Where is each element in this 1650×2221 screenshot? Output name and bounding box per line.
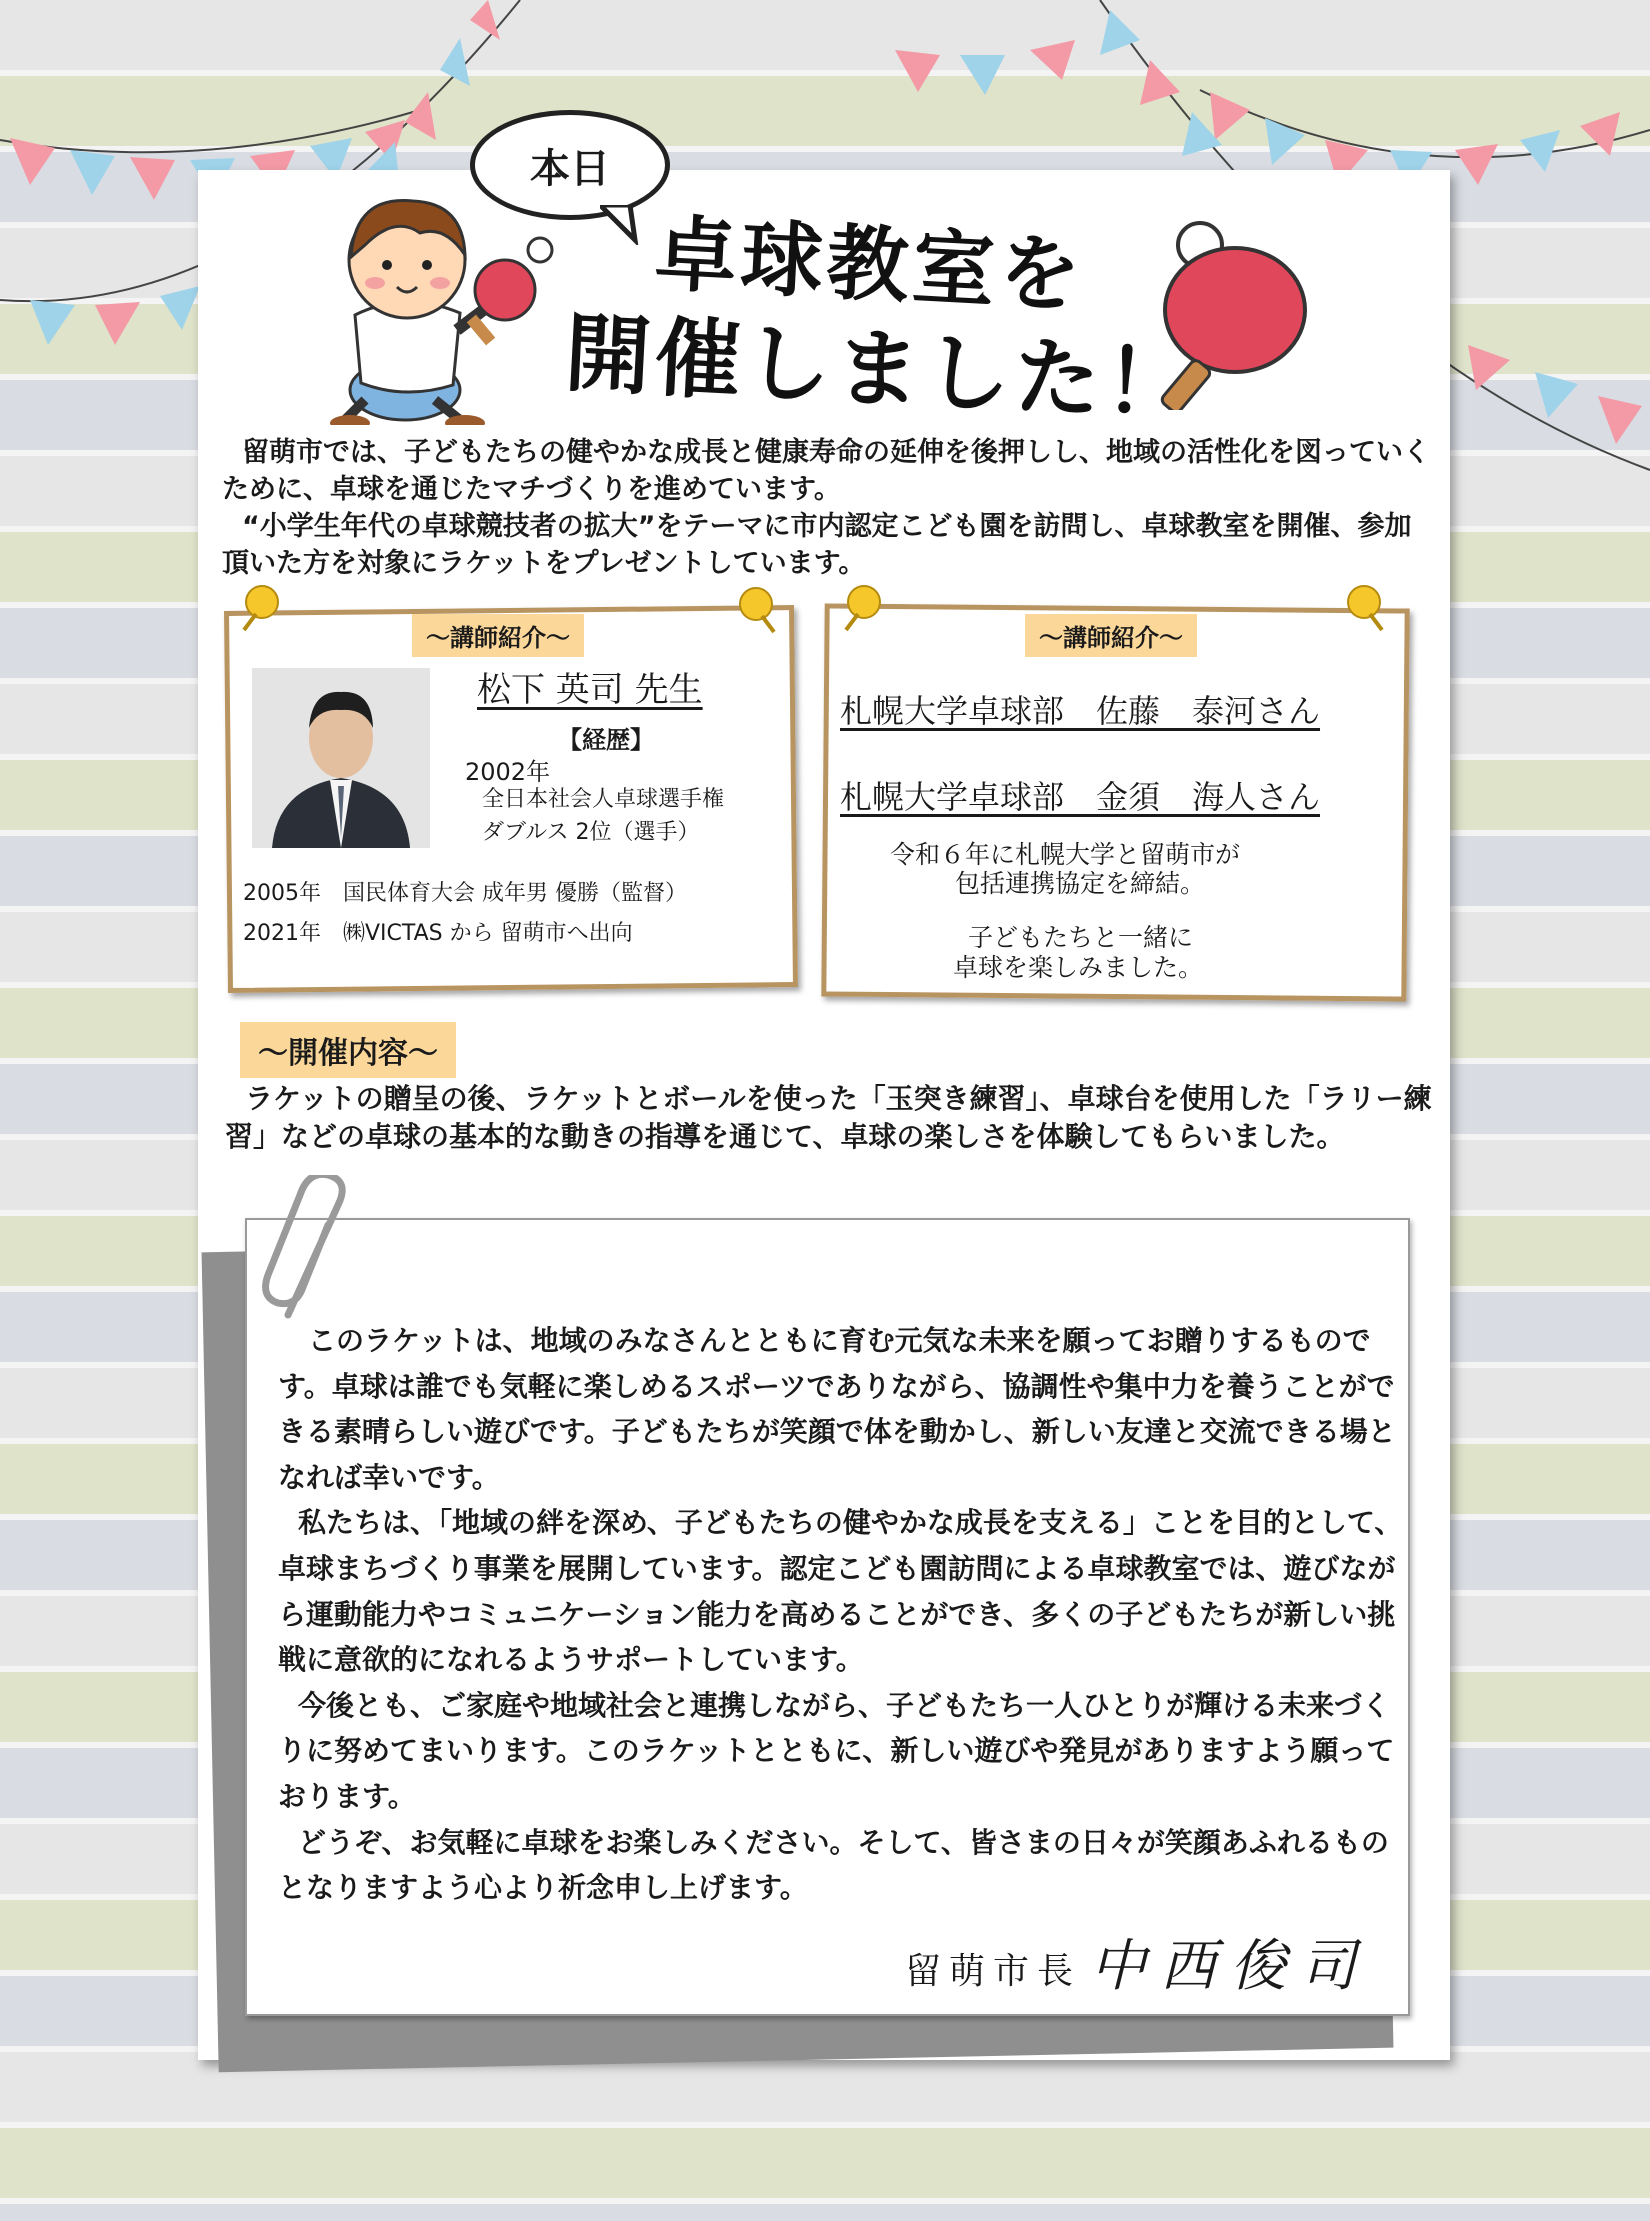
activity-line-2: 卓球を楽しみました。 [953, 953, 1204, 982]
instructor-photo [252, 668, 430, 848]
intro-text [222, 434, 1432, 582]
event-content-tag: ～開催内容～ [240, 1022, 456, 1078]
pushpin-icon [1338, 578, 1394, 634]
pushpin-icon [232, 578, 288, 634]
event-text: ラケットの贈呈の後、ラケットとボールを使った「玉突き練習」、卓球台を使用した「ラリー練習」などの卓球の基本的な動きの指導を通じて、卓球の楽しさを体験してもらいました。 [225, 1082, 1432, 1153]
instructor-tag-right: ～講師紹介～ [1025, 614, 1197, 657]
paperclip-icon [258, 1175, 368, 1325]
activity-line-1: 子どもたちと一緒に [968, 923, 1194, 952]
message-paragraph-3: 今後とも、ご家庭や地域社会と連携しながら、子どもたち一人ひとりが輝ける未来づくりに努めてまいります。このラケットとともに、新しい遊びや発見がありますよう願っております。 [278, 1688, 1395, 1813]
mayor-message [278, 1318, 1413, 1911]
person-portrait-icon [252, 668, 430, 848]
student-instructor-2: 札幌大学卓球部 金須 海人さん [840, 778, 1321, 816]
career-result-2002: ダブルス 2位（選手） [482, 820, 700, 845]
student-instructor-1: 札幌大学卓球部 佐藤 泰河さん [840, 692, 1321, 730]
career-year-2002: 2002年 [465, 758, 551, 786]
message-paragraph-4: どうぞ、お気軽に卓球をお楽しみください。そして、皆さまの日々が笑顔あふれるものとなりますよう心より祈念申し上げます。 [278, 1825, 1389, 1905]
career-line-2005: 2005年 国民体育大会 成年男 優勝（監督） [243, 881, 687, 906]
instructor-tag-left: ～講師紹介～ [412, 614, 584, 657]
pushpin-icon [834, 578, 890, 634]
message-paragraph-1: このラケットは、地域のみなさんとともに育む元気な未来を願ってお贈りするものです。卓球は誰でも気軽に楽しめるスポーツでありながら、協調性や集中力を養うことができる素晴らしい遊びです。子どもたちが笑顔で体を動かし、新しい友達と交流できる場となれば幸いです。 [278, 1324, 1396, 1494]
event-description [225, 1080, 1440, 1156]
pushpin-icon [730, 580, 786, 636]
title-line-1: 卓球教室を [652, 206, 1087, 325]
intro-paragraph-2: “小学生年代の卓球競技者の拡大”をテーマに市内認定こども園を訪問し、卓球教室を開催、参加頂いた方を対象にラケットをプレゼントしています。 [222, 511, 1412, 579]
boy-with-paddle-illustration [325, 195, 565, 425]
partnership-line-1: 令和６年に札幌大学と留萌市が [890, 840, 1241, 869]
title-line-2: 開催しました！ [562, 303, 1197, 437]
partnership-line-2: 包括連携協定を締結。 [955, 869, 1206, 898]
intro-paragraph-1: 留萌市では、子どもたちの健やかな成長と健康寿命の延伸を後押しし、地域の活性化を図っていくために、卓球を通じたマチづくりを進めています。 [222, 437, 1430, 505]
speech-bubble-tail [600, 205, 640, 245]
career-event-2002: 全日本社会人卓球選手権 [482, 787, 725, 812]
speech-bubble: 本日 [470, 110, 670, 220]
career-label: 【経歴】 [558, 726, 654, 754]
career-line-2021: 2021年 ㈱VICTAS から 留萌市へ出向 [243, 921, 633, 946]
instructor-name-left: 松下 英司 先生 [477, 670, 703, 710]
message-paragraph-2: 私たちは、「地域の絆を深め、子どもたちの健やかな成長を支える」ことを目的として、卓球まちづくり事業を展開しています。認定こども園訪問による卓球教室では、遊びながら運動能力やコミュニケーション能力を高めることができ、多くの子どもたちが新しい挑戦に意欲的になれるようサポートしています。 [278, 1506, 1403, 1677]
signature-name: 中西俊司 [1090, 1934, 1370, 1999]
signature-title: 留萌市長 [905, 1951, 1082, 1992]
